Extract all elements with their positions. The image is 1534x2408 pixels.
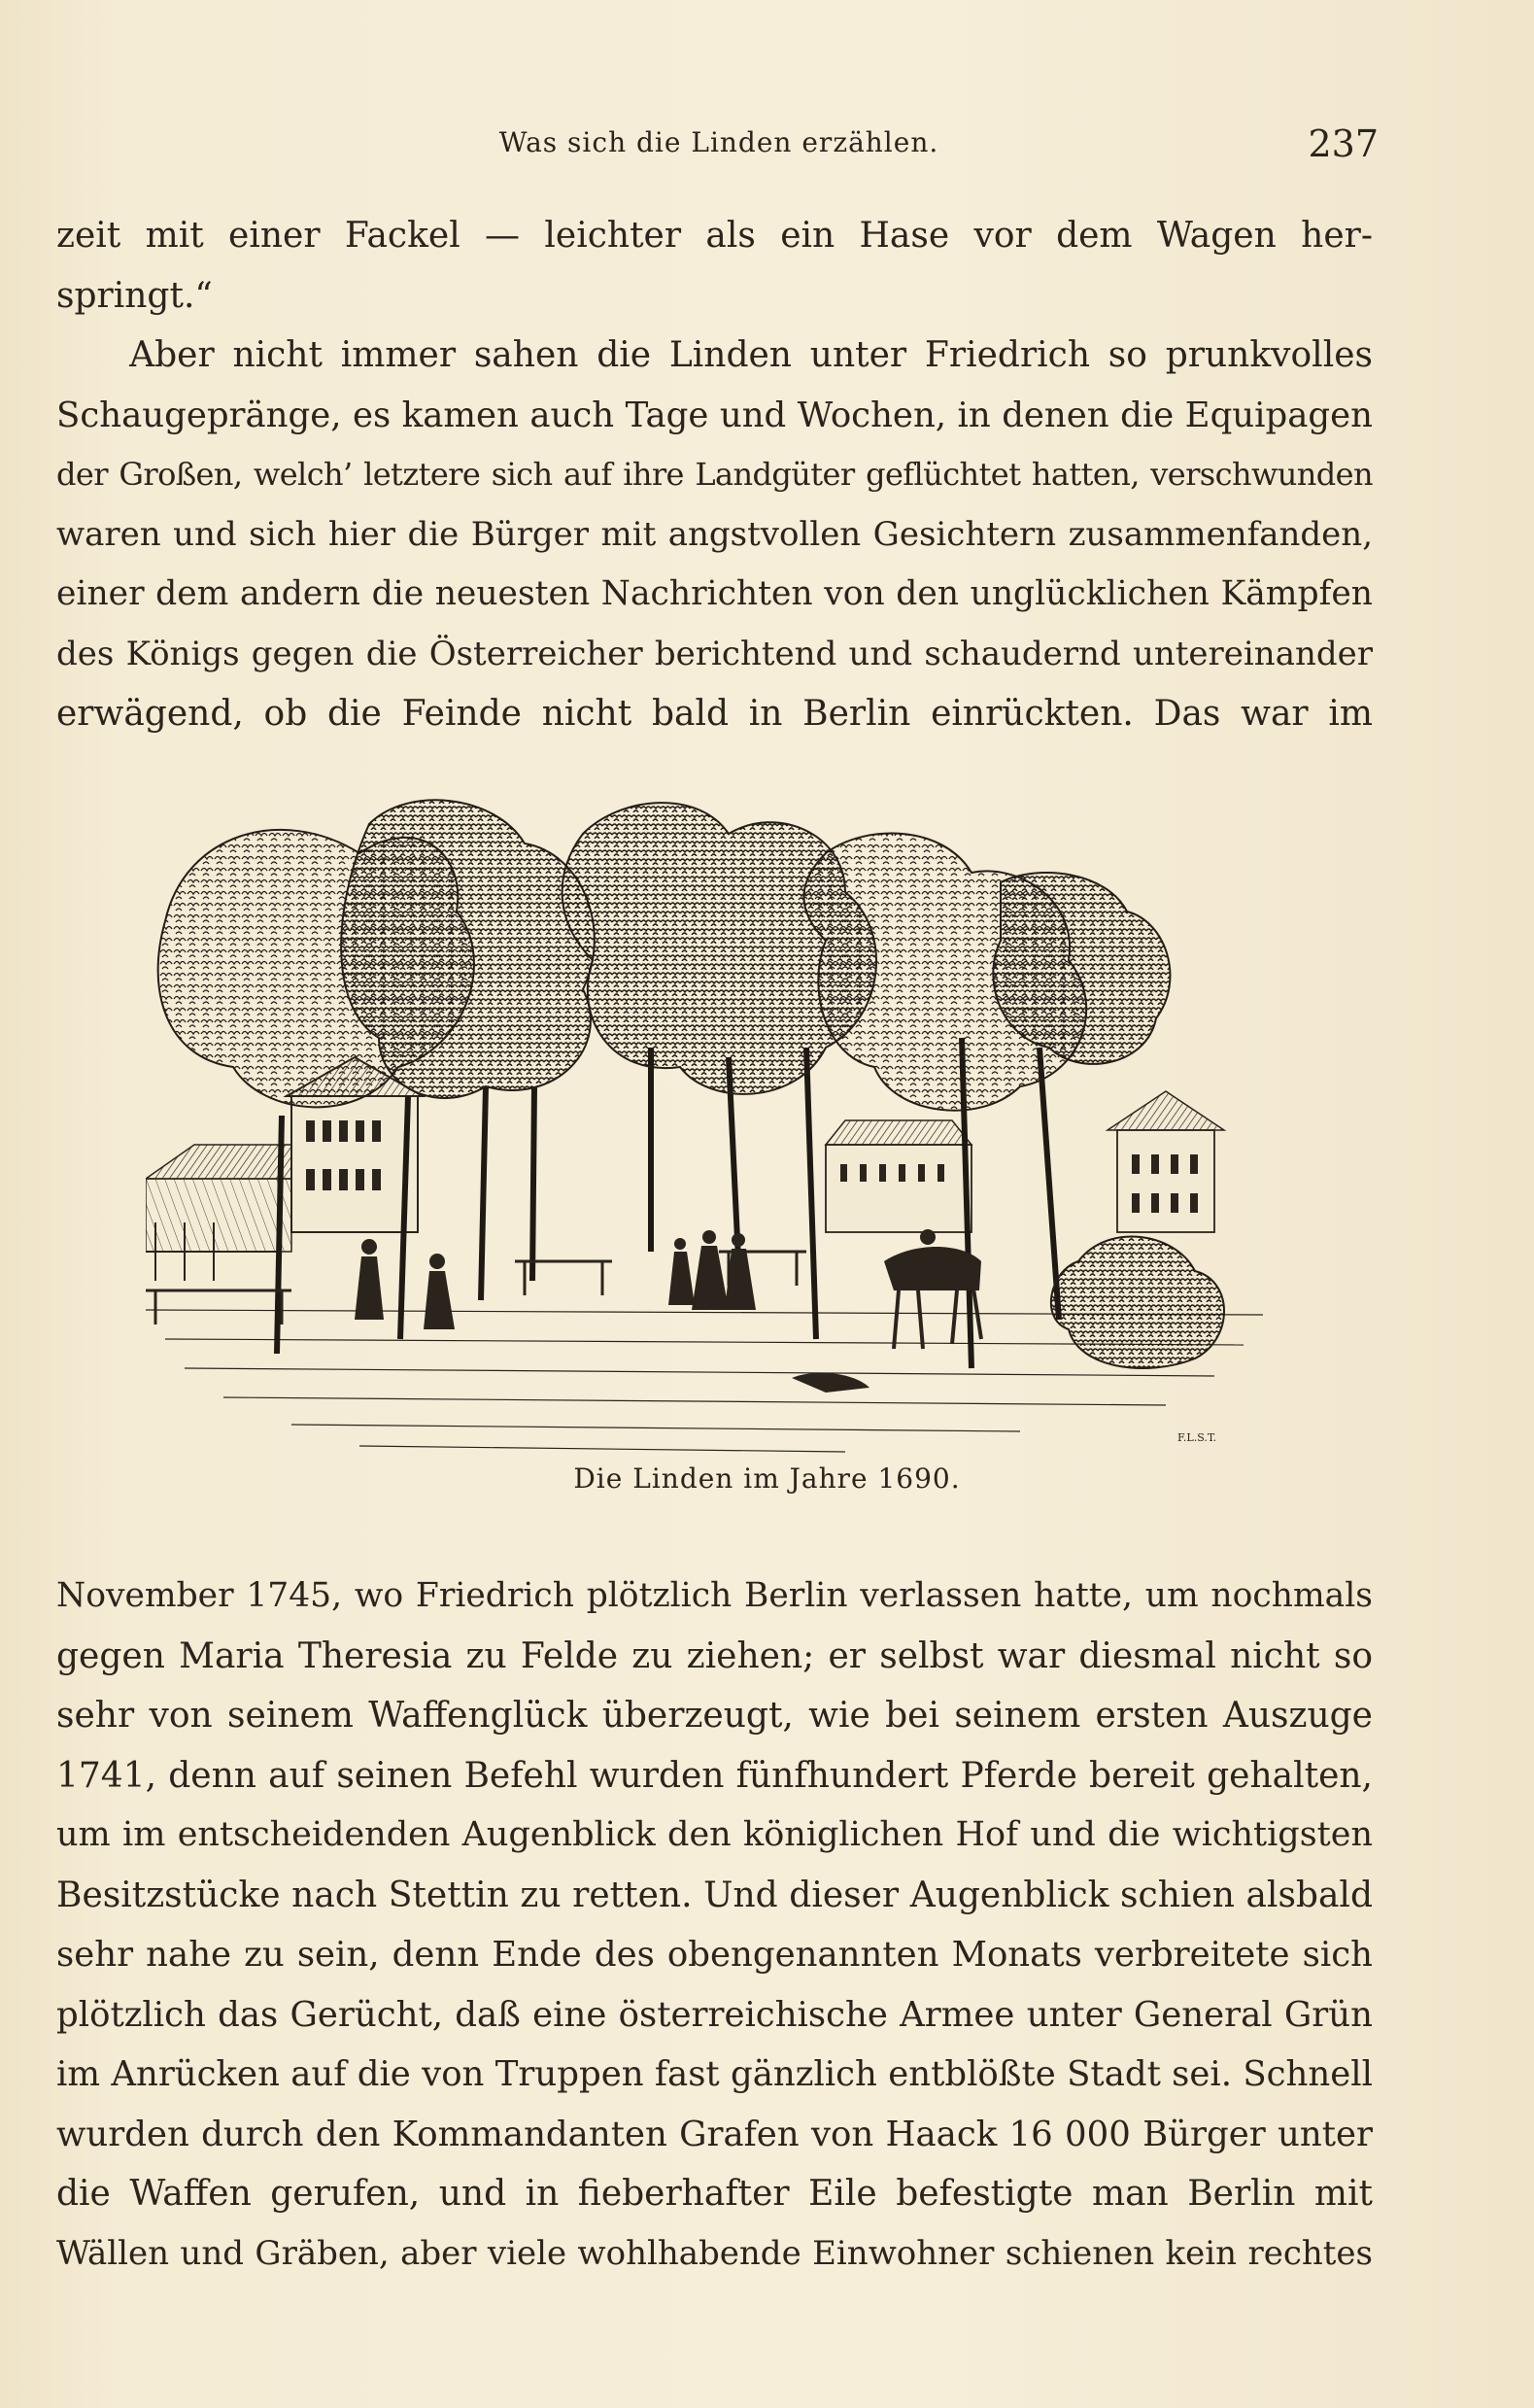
- text-line: um im entscheidenden Augenblick den königlichen Hof und die wichtigsten: [56, 1815, 1373, 1854]
- engraving-illustration: [146, 795, 1263, 1458]
- text-line: einer dem andern die neuesten Nachrichten von den unglücklichen Kämpfen: [56, 574, 1373, 613]
- paragraph-bottom: [56, 1566, 1373, 2284]
- text-line: zeit mit einer Fackel — leichter als ein Hase vor dem Wagen her-: [56, 216, 1373, 256]
- text-line: waren und sich hier die Bürger mit angstvollen Gesichtern zusammenfanden,: [56, 514, 1373, 554]
- text-line: November 1745, wo Friedrich plötzlich Berlin verlassen hatte, um nochmals: [56, 1576, 1373, 1615]
- text-line: gegen Maria Theresia zu Felde zu ziehen; er selbst war diesmal nicht so: [56, 1635, 1373, 1676]
- text-line: Aber nicht immer sahen die Linden unter Friedrich so prunkvolles: [56, 335, 1373, 375]
- text-line: der Großen, welch’ letztere sich auf ihre Landgüter geflüchtet hatten, verschwunden: [56, 456, 1373, 493]
- running-title: Was sich die Linden erzählen.: [498, 126, 939, 158]
- text-line: Wällen und Gräben, aber viele wohlhabende Einwohner schienen kein rechtes: [56, 2233, 1373, 2273]
- figure-caption: Die Linden im Jahre 1690.: [573, 1462, 961, 1495]
- text-line: sehr nahe zu sein, denn Ende des obengenannten Monats verbreitete sich: [56, 1935, 1373, 1975]
- text-line: Besitzstücke nach Stettin zu retten. Und dieser Augenblick schien alsbald: [56, 1875, 1373, 1915]
- text-line: 1741, denn auf seinen Befehl wurden fünfhundert Pferde bereit gehalten,: [56, 1755, 1373, 1796]
- shrubbery: [1051, 1237, 1224, 1368]
- tree-crowns: [158, 800, 1171, 1110]
- text-line: plötzlich das Gerücht, daß eine österreichische Armee unter General Grün: [56, 1994, 1373, 2035]
- text-line: springt.“: [56, 275, 213, 316]
- running-head: [0, 122, 1534, 175]
- text-line: Schaugepränge, es kamen auch Tage und Wochen, in denen die Equipagen: [56, 395, 1373, 435]
- page-number: 237: [1308, 122, 1379, 165]
- engraver-mark: F.L.S.T.: [1177, 1431, 1217, 1444]
- text-line: erwägend, ob die Feinde nicht bald in Berlin einrückten. Das war im: [56, 694, 1373, 734]
- linden-avenue-engraving: [146, 795, 1263, 1458]
- strolling-figures: [355, 1229, 981, 1393]
- text-line: des Königs gegen die Österreicher berichtend und schaudernd untereinander: [56, 634, 1373, 673]
- text-line: sehr von seinem Waffenglück überzeugt, wie bei seinem ersten Auszuge: [56, 1696, 1373, 1736]
- paragraph-top: [56, 206, 1373, 744]
- text-line: wurden durch den Kommandanten Grafen von Haack 16 000 Bürger unter: [56, 2114, 1373, 2154]
- text-line: die Waffen gerufen, und in fieberhafter Eile befestigte man Berlin mit: [56, 2174, 1373, 2214]
- text-line: im Anrücken auf die von Truppen fast gänzlich entblößte Stadt sei. Schnell: [56, 2054, 1373, 2094]
- right-buildings: [826, 1091, 1224, 1232]
